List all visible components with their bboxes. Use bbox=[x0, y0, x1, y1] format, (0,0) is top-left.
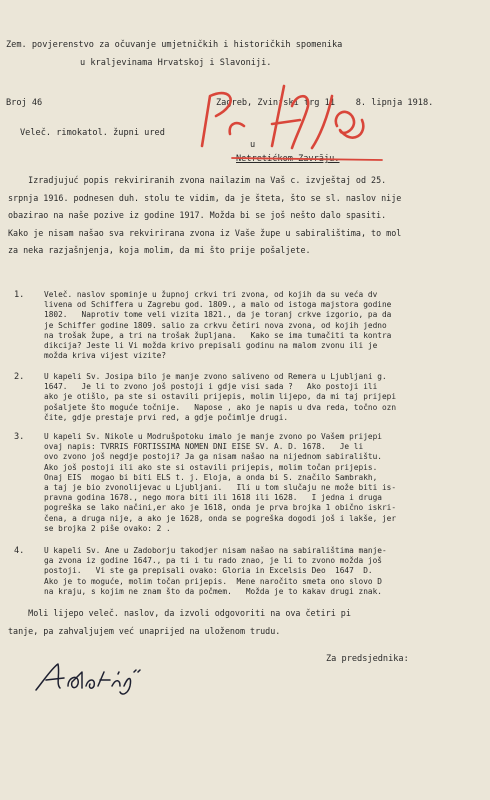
red-registry-stamp bbox=[192, 76, 392, 186]
item-line: Veleč. naslov spominje u župnoj crkvi tri zvona, od kojih da su veća dv bbox=[44, 290, 378, 299]
item-line: U kapeli Sv. Ane u Zadoborju takodjer nisam našao na sabiralištima manje- bbox=[44, 546, 387, 555]
item-line: 1802. Naprotiv tome veli vizita 1821., da je toranj crkve izgorio, pa da bbox=[44, 310, 392, 320]
item-line: U kapeli Sv. Josipa bilo je manje zvono saliveno od Remera u Ljubljani g. bbox=[44, 372, 387, 381]
item-number: 2. bbox=[14, 372, 25, 382]
item-body bbox=[44, 372, 488, 423]
letterhead-line-1: Zem. povjerenstvo za očuvanje umjetničkih i historičkih spomenika bbox=[6, 40, 343, 50]
item-body bbox=[44, 290, 488, 361]
closing-line: Moli lijepo veleč. naslov, da izvoli odgovoriti na ova četiri pi bbox=[8, 608, 351, 618]
recipient-connector: u bbox=[250, 140, 256, 150]
item-line: pravna godina 1678., nego mora biti ili 1618 ili 1628. I jedna i druga bbox=[44, 493, 382, 503]
item-2 bbox=[14, 372, 488, 432]
item-line: Ako još postoji ili ako ste si ostavili prijepis, molim točan prijepis. bbox=[44, 462, 378, 472]
item-line: je Schiffer godine 1809. salio za crkvu četiri nova zvona, od kojih jedno bbox=[44, 320, 387, 330]
item-line: ga zvona iz godine 1647., pa ti i tu rado znao, je li to zvono možda još bbox=[44, 556, 382, 566]
item-line: ovaj napis: TVRRIS FORTISSIMA NOMEN DNI EISE SV. A. D. 1678. Je li bbox=[44, 442, 364, 452]
item-line: postoji. Vi ste ga prepisali ovako: Gloria in Excelsis Deo 1647 D. bbox=[44, 566, 373, 576]
closing-line: tanje, pa zahvaljujem već unaprijed na uloženom trudu. bbox=[8, 626, 281, 636]
signoff-label: Za predsjednika: bbox=[326, 654, 409, 664]
item-number: 4. bbox=[14, 546, 25, 556]
item-4 bbox=[14, 546, 488, 602]
document-number: Broj 46 bbox=[6, 98, 43, 108]
intro-line: Kako je nisam našao sva rekvirirana zvona iz Vaše župe u sabiralištima, to mol bbox=[8, 227, 402, 238]
intro-line: obazirao na naše pozive iz godine 1917. Možda bi se još nešto dalo spasiti. bbox=[8, 210, 387, 220]
item-line: pogreška se lako načini,er ako je 1618, onda je prva brojka 1 obično iskri- bbox=[44, 503, 397, 513]
item-line: ovo zvono još negdje postoji? Ja ga nisam našao na nijednom sabiralištu. bbox=[44, 452, 382, 462]
item-line: a taj je bio zvonolijevac u Ljubljani. Ili u tom slučaju ne može biti is- bbox=[44, 483, 397, 493]
place-date: Zagreb, Zvinjski trg 11 8. lipnja 1918. bbox=[216, 98, 434, 108]
item-number: 1. bbox=[14, 290, 25, 300]
item-line: na kraju, s kojim ne znam što da počmem. Možda je to kakav drugi znak. bbox=[44, 586, 382, 596]
item-line: Ako je to moguće, molim točan prijepis. Mene naročito smeta ono slovo D bbox=[44, 576, 382, 586]
item-line: livena od Schiffera u Zagrebu god. 1809., a malo od istoga majstora godine bbox=[44, 300, 392, 310]
item-line: čite, gdje prestaje prvi red, a gdje počimlje drugi. bbox=[44, 412, 289, 422]
item-line: se brojka 2 piše ovako: 2 . bbox=[44, 523, 171, 533]
recipient-line-1: Veleč. rimokatol. župni ured bbox=[20, 128, 165, 138]
recipient-line-2: Netretićkom Zavrāju. bbox=[236, 154, 340, 164]
item-line: pošaljete što moguće točnije. Napose , ako je napis u dva reda, točno ozn bbox=[44, 402, 397, 412]
letterhead-line-2: u kraljevinama Hrvatskoj i Slavoniji. bbox=[80, 58, 272, 68]
item-body bbox=[44, 546, 488, 597]
item-line: dikcija? Jeste li Vi možda krivo prepisali godinu na malom zvonu ili je bbox=[44, 341, 378, 351]
intro-paragraph bbox=[8, 172, 488, 260]
item-line: ako je otišlo, pa ste si ostavili prijepis, molim lijepo, da mi taj prijepi bbox=[44, 392, 397, 402]
item-line: Onaj EIS mogao bi biti ELS t. j. Eloja, a onda bi S. značilo Sambrakh, bbox=[44, 472, 378, 482]
handwritten-signature bbox=[30, 650, 150, 700]
item-line: možda kriva vijest vizite? bbox=[44, 351, 167, 361]
item-number: 3. bbox=[14, 432, 25, 442]
item-3 bbox=[14, 432, 488, 540]
intro-line: za neka razjašnjenja, koja molim, da mi što prije pošaljete. bbox=[8, 245, 311, 255]
item-line: 1647. Je li to zvono još postoji i gdje visi sada ? Ako postoji ili bbox=[44, 382, 378, 392]
intro-line: srpnja 1916. podnesen duh. stolu te vidim, da je šteta, što se sl. naslov nije bbox=[8, 192, 402, 203]
item-body bbox=[44, 432, 488, 534]
item-line: čena, a druga nije, a ako je 1628, onda se pogreška dogodi još i lakše, jer bbox=[44, 513, 397, 523]
intro-line: Izradjujuć popis rekviriranih zvona nailazim na Vaš c. izvještaj od 25. bbox=[8, 175, 387, 185]
item-1 bbox=[14, 290, 488, 370]
item-line: na trošak župe, a tri na trošak župljana. Kako se ima tumačiti ta kontra bbox=[44, 330, 392, 340]
closing-paragraph bbox=[8, 604, 488, 640]
item-line: U kapeli Sv. Nikole u Modrušpotoku imalo je manje zvono po Vašem prijepi bbox=[44, 432, 382, 441]
